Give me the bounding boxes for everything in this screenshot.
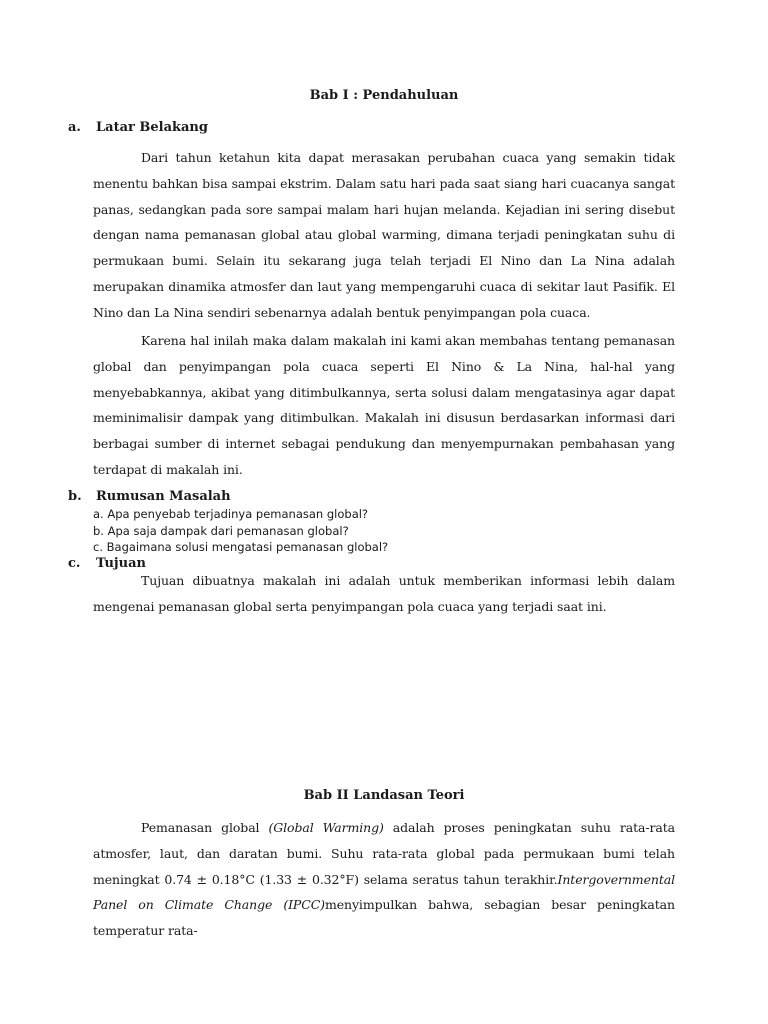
background-paragraph-1: Dari tahun ketahun kita dapat merasakan perubahan cuaca yang semakin tidak menentu bahkan bisa sampai ekstrim. Dalam satu hari pada saat siang hari cuacanya sangat panas, sedangkan pada sore sampai malam hari hujan melanda. Kejadian ini sering disebut dengan nama pemanasan global atau global warming, dimana terjadi peningkatan suhu di permukaan bumi. Selain itu sekarang juga telah terjadi El Nino dan La Nina adalah merupakan dinamika atmosfer dan laut yang mempengaruhi cuaca di sekitar laut Pasifik. El Nino dan La Nina sendiri sebenarnya adalah bentuk penyimpangan pola cuaca. [93,150,675,320]
section-a-title: Latar Belakang [96,120,208,135]
chapter-1-title: Bab I : Pendahuluan [309,88,459,103]
section-c-letter: c. [68,556,81,571]
chapter-2-title: Bab II Landasan Teori [303,788,465,803]
section-c-title: Tujuan [96,556,146,571]
theory-text-end: menyimpulkan bahwa, sebagian besar peningkatan temperatur rata- [93,897,675,939]
problem-list [93,506,388,556]
global-warming-term: (Global Warming) [268,820,384,835]
section-b-letter: b. [68,489,82,504]
section-a-heading [68,120,208,135]
list-item: a. Apa penyebab terjadinya pemanasan global? [93,507,369,521]
section-b-heading [68,489,231,504]
theory-paragraph [93,815,675,944]
list-item: b. Apa saja dampak dari pemanasan global? [93,523,349,538]
list-item: c. Bagaimana solusi mengatasi pemanasan global? [93,540,389,554]
purpose-paragraph: Tujuan dibuatnya makalah ini adalah untuk memberikan informasi lebih dalam mengenai pemanasan global serta penyimpangan pola cuaca yang terjadi saat ini. [93,573,675,614]
theory-text-start: Pemanasan global [141,820,269,835]
section-b-title: Rumusan Masalah [96,489,231,504]
background-paragraph-2: Karena hal inilah maka dalam makalah ini kami akan membahas tentang pemanasan global dan penyimpangan pola cuaca seperti El Nino & La Nina, hal-hal yang menyebabkannya, akibat yang ditimbulkannya, serta solusi dalam mengatasinya agar dapat meminimalisir dampak yang ditimbulkan. Makalah ini disusun berdasarkan informasi dari berbagai sumber di internet sebagai pendukung dan menyempurnakan pembahasan yang terdapat di makalah ini. [93,333,675,477]
theory-text-mid: adalah proses peningkatan suhu rata-rata atmosfer, laut, dan daratan bumi. Suhu rata-rata global pada permukaan bumi telah meningkat 0.74 ± 0.18°C (1.33 ± 0.32°F) selama seratus tahun terakhir. [93,820,675,887]
section-a-letter: a. [68,120,81,135]
ipcc-term: Intergovernmental Panel on Climate Change (IPCC) [93,871,675,913]
